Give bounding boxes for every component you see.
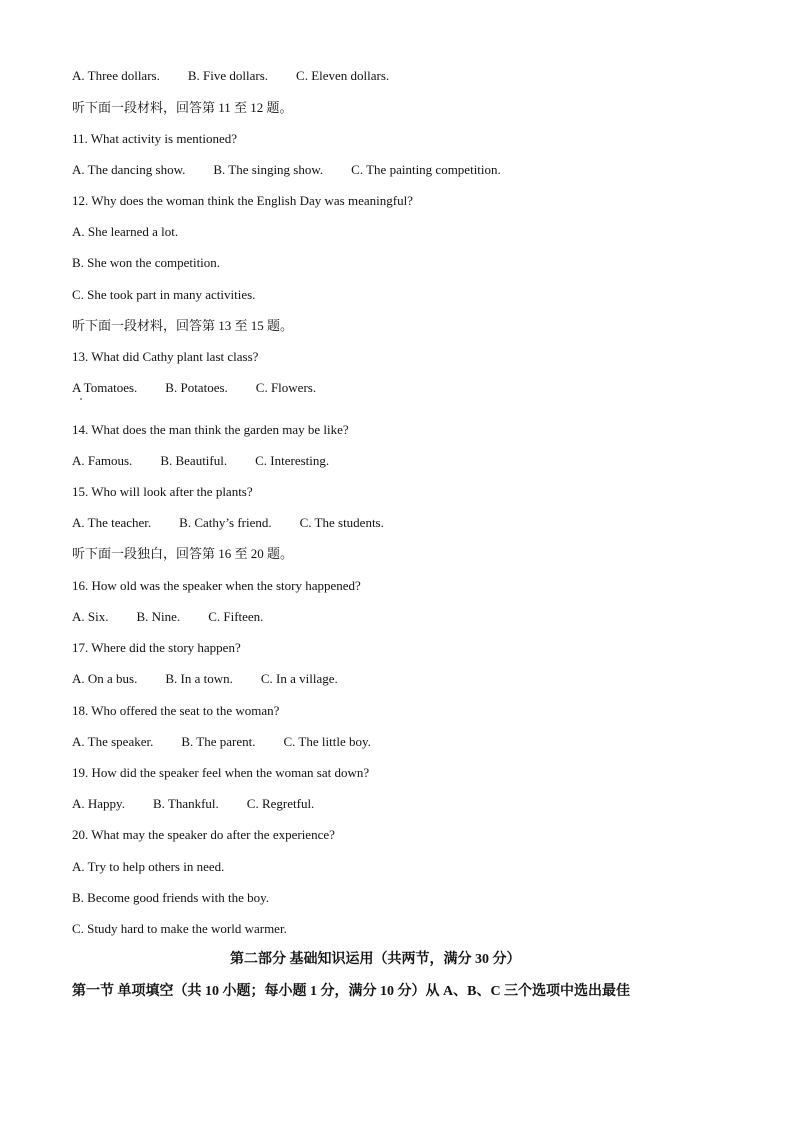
answer-option: B. The parent. (181, 734, 256, 749)
text-line: 听下面一段材料，回答第 13 至 15 题。 (72, 318, 294, 333)
text-line: C. Study hard to make the world warmer. (72, 921, 287, 936)
text-line: A. Try to help others in need. (72, 859, 225, 874)
answer-option: A. Famous. (72, 453, 133, 468)
answer-option: A. The teacher. (72, 515, 152, 530)
answer-option: C. In a village. (260, 671, 338, 686)
answer-option: C. Fifteen. (208, 609, 264, 624)
section-heading: 第一节 单项填空（共 10 小题；每小题 1 分，满分 10 分）从 A、B、C 三个选项中选出最佳 (72, 984, 631, 999)
answer-option: B. Thankful. (152, 796, 219, 811)
option-row (72, 609, 263, 625)
answer-option: B. Potatoes. (165, 380, 228, 395)
answer-option: C. The painting competition. (351, 162, 501, 177)
answer-option: C. Interesting. (255, 453, 330, 468)
answer-option: A. The dancing show. (72, 162, 186, 177)
text-line: 19. How did the speaker feel when the woman sat down? (72, 765, 370, 780)
answer-option: B. Five dollars. (187, 68, 269, 83)
answer-option: C. Regretful. (246, 796, 315, 811)
stray-mark (80, 398, 82, 400)
answer-option: A. Happy. (72, 796, 125, 811)
text-line: 15. Who will look after the plants? (72, 484, 253, 499)
option-row (72, 453, 329, 469)
text-line: 听下面一段材料，回答第 11 至 12 题。 (72, 100, 293, 115)
text-line: 16. How old was the speaker when the story happened? (72, 578, 361, 593)
answer-option: A Tomatoes. (72, 380, 138, 395)
option-row (72, 68, 389, 84)
answer-option: B. Cathy’s friend. (179, 515, 272, 530)
text-line: A. She learned a lot. (72, 224, 179, 239)
option-row (72, 796, 314, 812)
text-line: 20. What may the speaker do after the experience? (72, 827, 335, 842)
answer-option: A. Six. (72, 609, 109, 624)
text-line: 13. What did Cathy plant last class? (72, 349, 259, 364)
text-line: B. Become good friends with the boy. (72, 890, 270, 905)
answer-option: B. In a town. (165, 671, 233, 686)
text-line: 11. What activity is mentioned? (72, 131, 237, 146)
text-line: 17. Where did the story happen? (72, 640, 241, 655)
answer-option: C. Eleven dollars. (296, 68, 390, 83)
answer-option: B. The singing show. (213, 162, 324, 177)
option-row (72, 162, 501, 178)
part-heading: 第二部分 基础知识运用（共两节，满分 30 分） (230, 952, 521, 967)
text-line: 18. Who offered the seat to the woman? (72, 703, 280, 718)
text-line: B. She won the competition. (72, 255, 221, 270)
option-row (72, 734, 371, 750)
option-row (72, 380, 316, 396)
answer-option: C. The little boy. (283, 734, 371, 749)
text-line: 12. Why does the woman think the English Day was meaningful? (72, 193, 413, 208)
answer-option: A. Three dollars. (72, 68, 160, 83)
text-line: 14. What does the man think the garden may be like? (72, 422, 349, 437)
answer-option: A. The speaker. (72, 734, 154, 749)
answer-option: C. The students. (299, 515, 384, 530)
answer-option: B. Nine. (136, 609, 181, 624)
text-line: C. She took part in many activities. (72, 287, 256, 302)
answer-option: C. Flowers. (255, 380, 317, 395)
answer-option: B. Beautiful. (160, 453, 228, 468)
option-row (72, 515, 384, 531)
text-line: 听下面一段独白，回答第 16 至 20 题。 (72, 546, 294, 561)
option-row (72, 671, 338, 687)
answer-option: A. On a bus. (72, 671, 138, 686)
